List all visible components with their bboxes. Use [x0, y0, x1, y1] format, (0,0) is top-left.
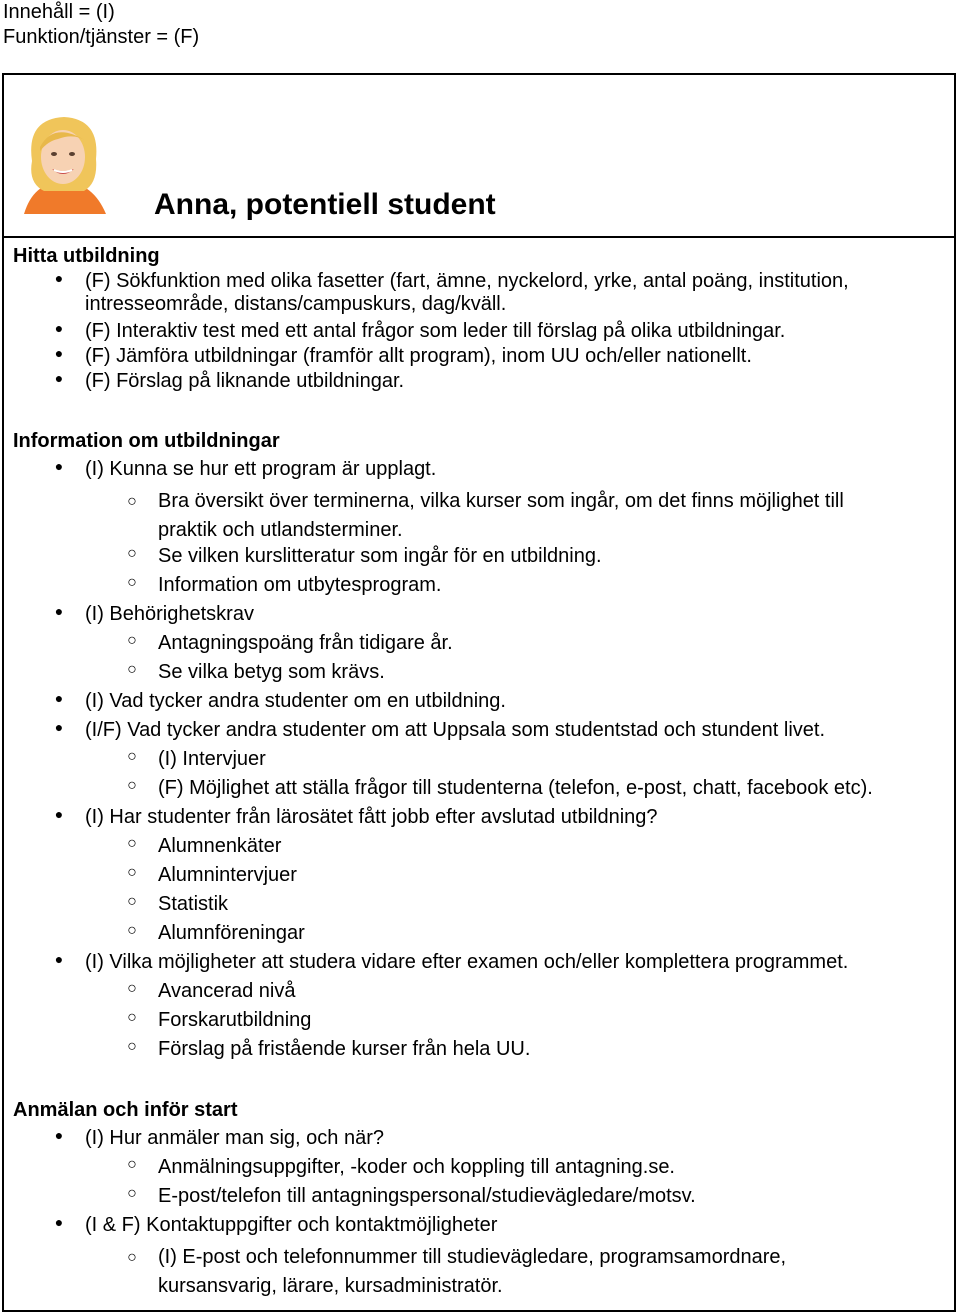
list-item-text: (F) Möjlighet att ställa frågor till studenterna (telefon, e-post, chatt, facebook etc). [158, 777, 873, 799]
list-item-text: Bra översikt över terminerna, vilka kurser som ingår, om det finns möjlighet till [158, 490, 844, 512]
sub-bullet-icon: ○ [127, 632, 137, 649]
sub-bullet-icon: ○ [127, 1038, 137, 1055]
list-item-text: Se vilka betyg som krävs. [158, 661, 385, 683]
list-item-text: Alumnenkäter [158, 835, 282, 857]
list-item-text: Alumnföreningar [158, 922, 305, 944]
list-item-text: (F) Förslag på liknande utbildningar. [85, 370, 405, 392]
list-item-text: (I/F) Vad tycker andra studenter om att Uppsala som studentstad och stundent livet. [85, 719, 825, 741]
section-heading-anmalan-och-infor-start: Anmälan och inför start [13, 1099, 238, 1121]
persona-avatar-image [14, 111, 112, 214]
persona-frame [2, 73, 956, 1312]
list-item-text: (F) Sökfunktion med olika fasetter (fart, ämne, nyckelord, yrke, antal poäng, institution, [85, 270, 849, 292]
sub-bullet-icon: ○ [127, 1009, 137, 1026]
bullet-icon: ● [54, 690, 64, 706]
legend [3, 0, 199, 50]
sub-bullet-icon: ○ [127, 980, 137, 997]
section-heading-hitta-utbildning: Hitta utbildning [13, 245, 160, 267]
list-item-text: Information om utbytesprogram. [158, 574, 442, 596]
legend-content: Innehåll = (I) [3, 1, 115, 23]
bullet-icon: ● [54, 370, 64, 386]
bullet-icon: ● [54, 603, 64, 619]
list-item-text: Avancerad nivå [158, 980, 296, 1002]
list-item-text: Se vilken kurslitteratur som ingår för en utbildning. [158, 545, 602, 567]
sub-bullet-icon: ○ [127, 1185, 137, 1202]
bullet-icon: ● [54, 270, 64, 286]
sub-bullet-icon: ○ [127, 748, 137, 765]
list-item-text: kursansvarig, lärare, kursadministratör. [158, 1275, 503, 1297]
list-item-text: praktik och utlandsterminer. [158, 519, 403, 541]
sub-bullet-icon: ○ [127, 922, 137, 939]
sub-bullet-icon: ○ [127, 493, 137, 510]
list-item-text: intresseområde, distans/campuskurs, dag/kväll. [85, 293, 507, 315]
list-item-text: (F) Jämföra utbildningar (framför allt program), inom UU och/eller nationellt. [85, 345, 752, 367]
list-item-text: Förslag på fristående kurser från hela UU. [158, 1038, 531, 1060]
list-item-text: (I & F) Kontaktuppgifter och kontaktmöjligheter [85, 1214, 498, 1236]
list-item-text: Statistik [158, 893, 229, 915]
sub-bullet-icon: ○ [127, 864, 137, 881]
bullet-icon: ● [54, 806, 64, 822]
sub-bullet-icon: ○ [127, 545, 137, 562]
bullet-icon: ● [54, 320, 64, 336]
list-item-text: (I) Har studenter från lärosätet fått jobb efter avslutad utbildning? [85, 806, 658, 828]
list-item-text: (I) Hur anmäler man sig, och när? [85, 1127, 385, 1149]
sub-bullet-icon: ○ [127, 835, 137, 852]
sub-bullet-icon: ○ [127, 1249, 137, 1266]
list-item-text: E-post/telefon till antagningspersonal/studievägledare/motsv. [158, 1185, 696, 1207]
bullet-icon: ● [54, 951, 64, 967]
bullet-icon: ● [54, 458, 64, 474]
persona-title: Anna, potentiell student [154, 188, 496, 221]
sub-bullet-icon: ○ [127, 777, 137, 794]
list-item-text: (I) Vad tycker andra studenter om en utbildning. [85, 690, 506, 712]
list-item-text: Antagningspoäng från tidigare år. [158, 632, 453, 654]
sub-bullet-icon: ○ [127, 893, 137, 910]
sub-bullet-icon: ○ [127, 574, 137, 591]
section-heading-information-om-utbildningar: Information om utbildningar [13, 430, 280, 452]
bullet-icon: ● [54, 719, 64, 735]
list-item-text: Anmälningsuppgifter, -koder och koppling till antagning.se. [158, 1156, 675, 1178]
bullet-icon: ● [54, 1127, 64, 1143]
list-item-text: (I) Behörighetskrav [85, 603, 254, 625]
sub-bullet-icon: ○ [127, 661, 137, 678]
legend-function: Funktion/tjänster = (F) [3, 26, 200, 48]
list-item-text: Alumnintervjuer [158, 864, 297, 886]
list-item-text: Forskarutbildning [158, 1009, 312, 1031]
list-item-text: (F) Interaktiv test med ett antal frågor som leder till förslag på olika utbildningar. [85, 320, 786, 342]
persona-header [4, 75, 954, 238]
list-item-text: (I) Kunna se hur ett program är upplagt. [85, 458, 437, 480]
bullet-icon: ● [54, 345, 64, 361]
sub-bullet-icon: ○ [127, 1156, 137, 1173]
list-item-text: (I) Intervjuer [158, 748, 266, 770]
bullet-icon: ● [54, 1214, 64, 1230]
list-item-text: (I) Vilka möjligheter att studera vidare efter examen och/eller komplettera programmet. [85, 951, 849, 973]
list-item-text: (I) E-post och telefonnummer till studievägledare, programsamordnare, [158, 1246, 787, 1268]
